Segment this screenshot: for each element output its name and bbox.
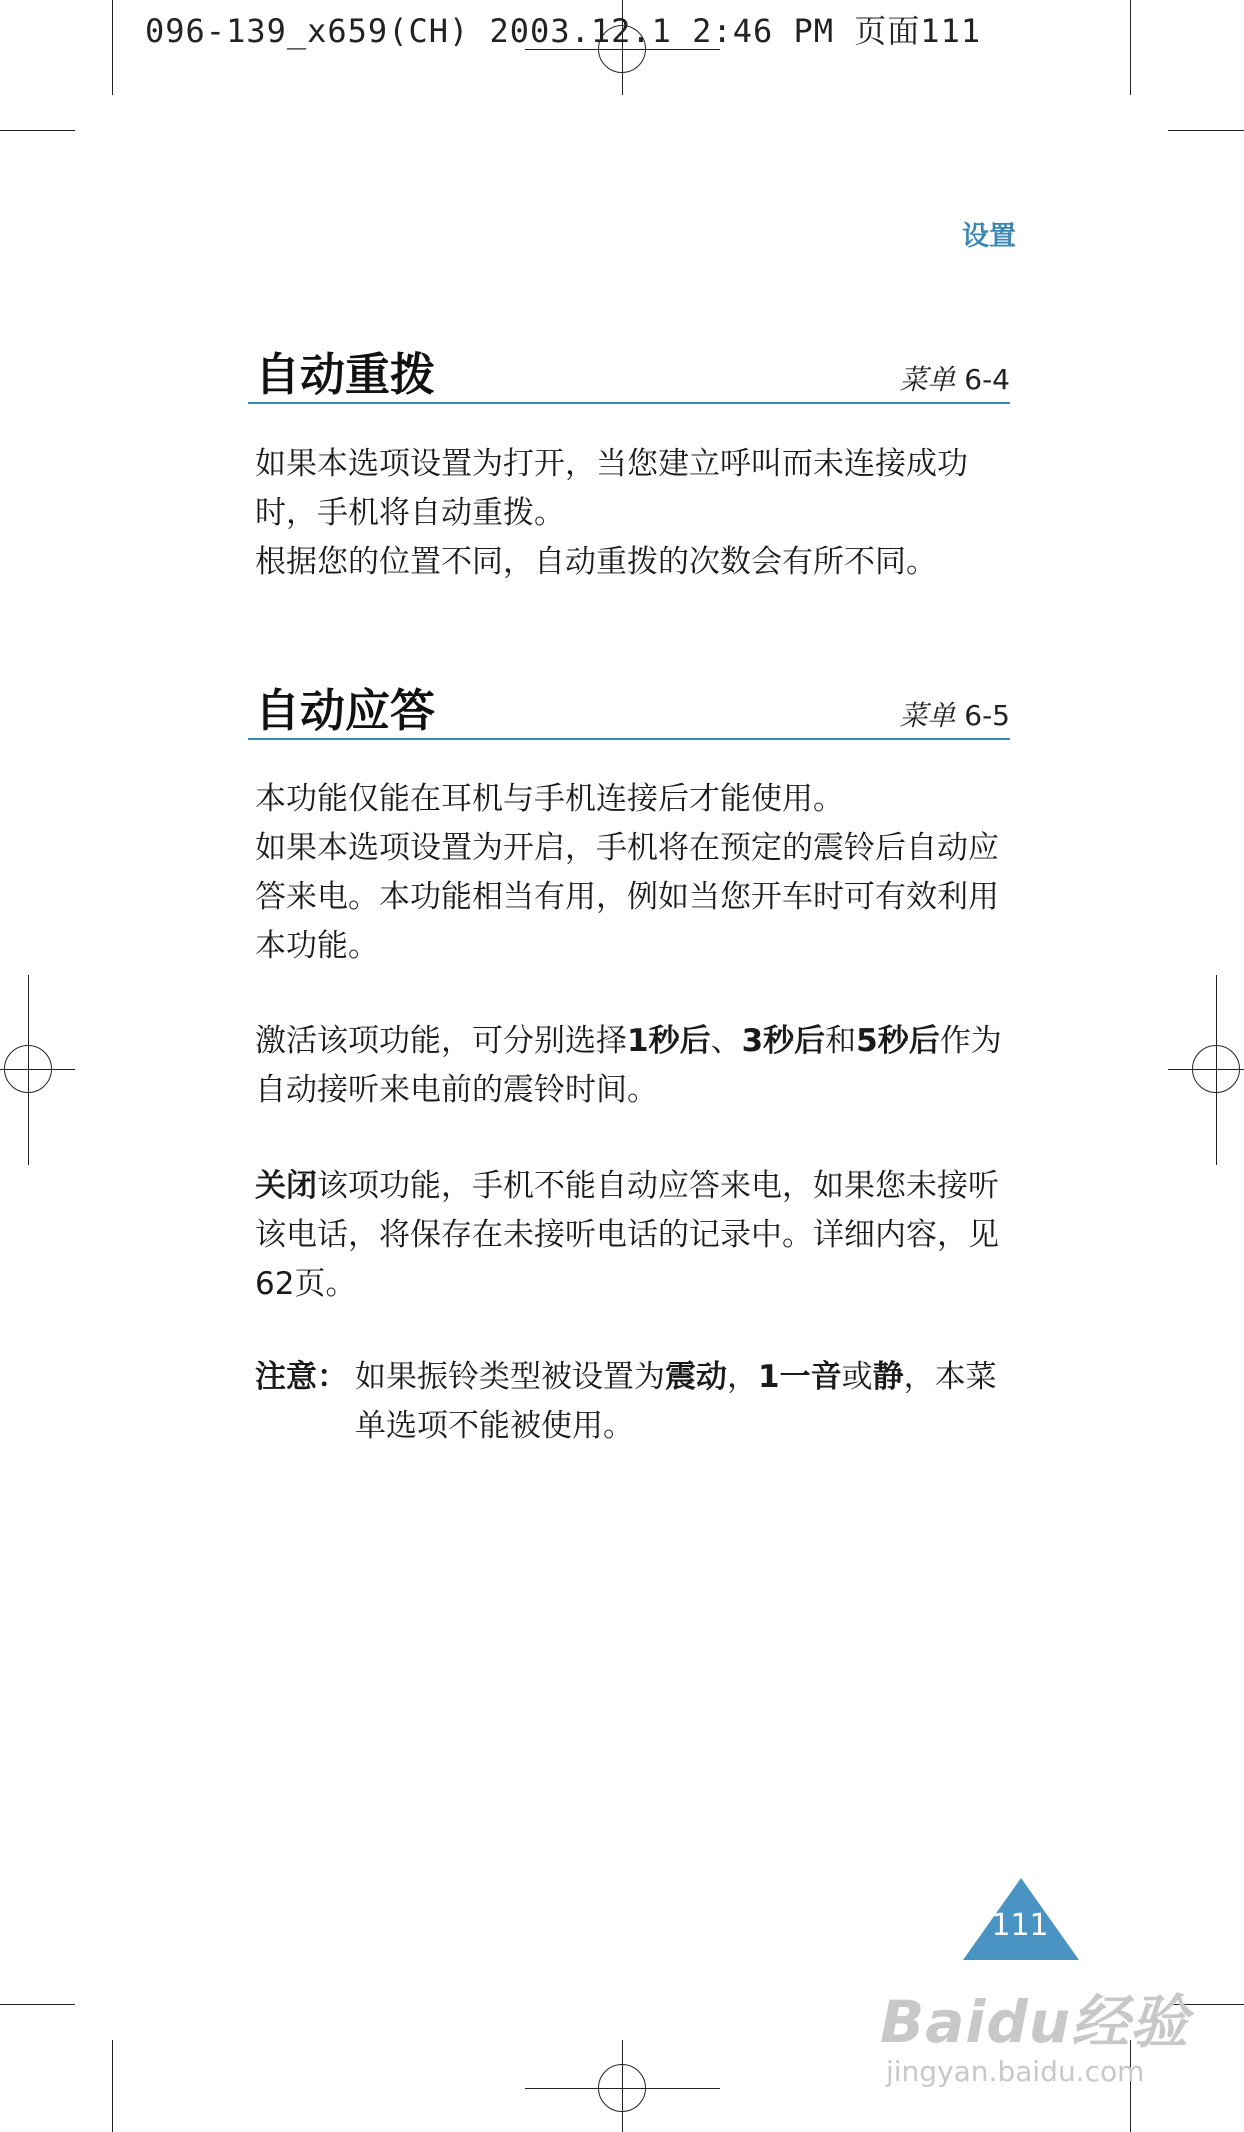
page-number: 111 [991, 1908, 1049, 1943]
watermark-brand: Baidu经验 [880, 1988, 1190, 2056]
crop-mark [1168, 130, 1244, 131]
print-info-header: 096-139_x659(CH) 2003.12.1 2:46 PM 页面111 [145, 12, 982, 50]
paragraph: 如果本选项设置为开启，手机将在预定的震铃后自动应答来电。本功能相当有用，例如当您开车时可有效利用本功能。 [255, 830, 999, 964]
crop-mark [112, 2040, 113, 2132]
watermark-url: jingyan.baidu.com [886, 2055, 1145, 2088]
note-label: 注意： [255, 1359, 348, 1395]
paragraph: 本功能仅能在耳机与手机连接后才能使用。 [255, 781, 844, 817]
section-divider [248, 738, 1010, 740]
registration-mark [0, 1069, 75, 1070]
paragraph: 如果本选项设置为打开，当您建立呼叫而未连接成功时，手机将自动重拨。 [255, 446, 968, 531]
registration-mark [525, 2088, 720, 2089]
activate-paragraph: 激活该项功能，可分别选择1秒后、3秒后和5秒后作为自动接听来电前的震铃时间。 [255, 1023, 1002, 1108]
paragraph: 根据您的位置不同，自动重拨的次数会有所不同。 [255, 544, 937, 580]
menu-label: 菜单 [899, 363, 956, 396]
menu-label: 菜单 [899, 699, 956, 732]
section-divider [248, 402, 1010, 404]
menu-reference [899, 358, 1010, 398]
crop-mark [112, 0, 113, 95]
chapter-label: 设置 [962, 221, 1016, 252]
section-title-auto-redial: 自动重拨 [255, 348, 436, 401]
close-paragraph: 关闭该项功能，手机不能自动应答来电，如果您未接听该电话，将保存在未接听电话的记录中。详细内容，见62页。 [255, 1168, 999, 1302]
option-3s: 3秒后 [741, 1023, 826, 1059]
registration-mark [1168, 1069, 1244, 1070]
option-5s: 5秒后 [856, 1023, 940, 1059]
crop-mark [0, 130, 75, 131]
watermark [880, 1975, 1189, 2088]
crop-mark [1130, 0, 1131, 95]
menu-number: 6-4 [964, 363, 1010, 396]
close-label: 关闭 [255, 1168, 317, 1204]
menu-number: 6-5 [964, 699, 1010, 732]
section-title-auto-answer: 自动应答 [255, 684, 436, 737]
menu-reference [899, 694, 1010, 734]
note-text: 如果振铃类型被设置为震动，1一音或静，本菜单选项不能被使用。 [355, 1359, 997, 1444]
option-1s: 1秒后 [627, 1023, 711, 1059]
crop-mark [0, 2004, 75, 2005]
